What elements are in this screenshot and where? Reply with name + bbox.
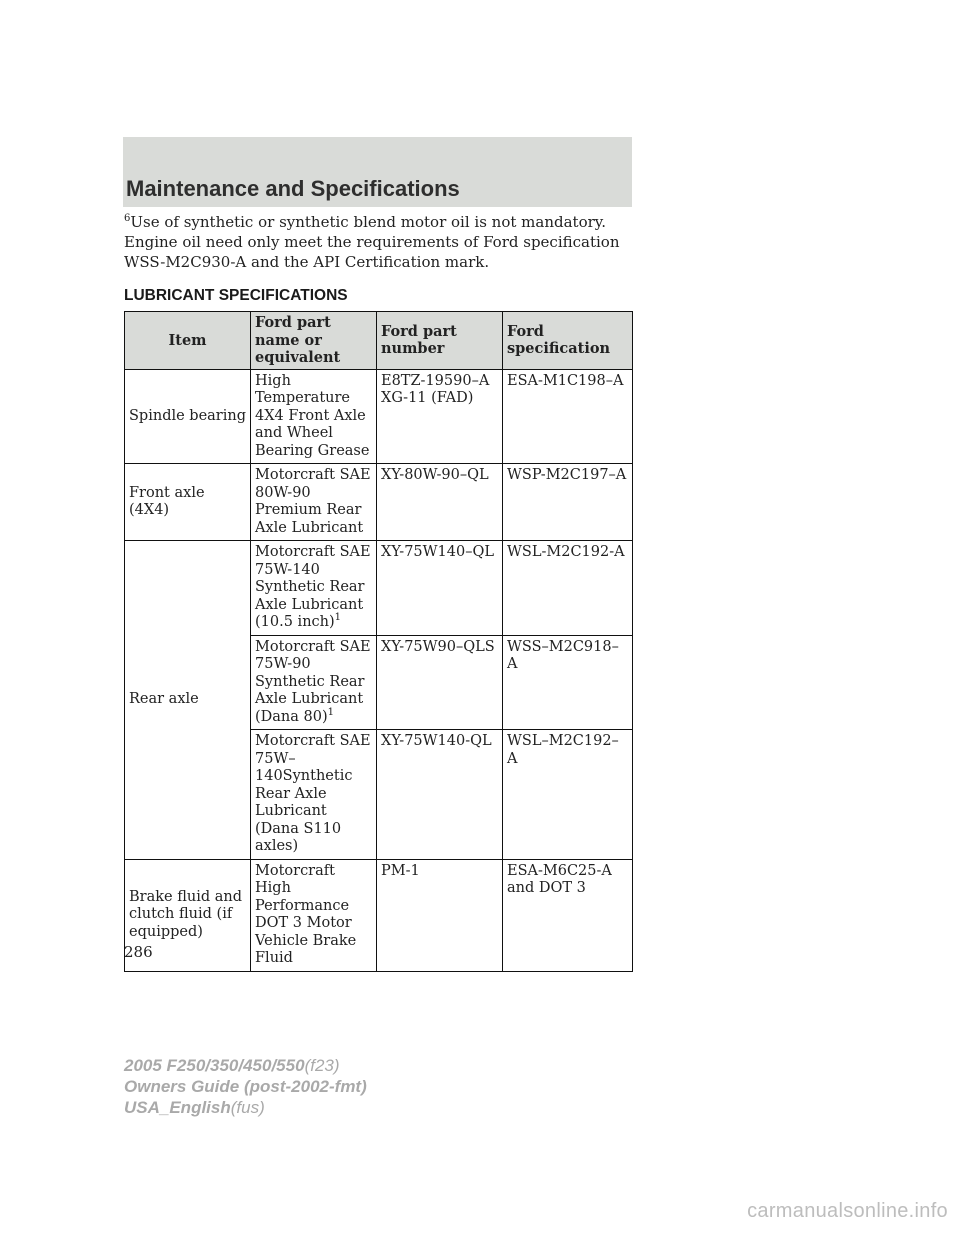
footnote-marker: 6	[124, 213, 131, 224]
page-number: 286	[124, 943, 153, 961]
cell-item: Brake fluid and clutch fluid (if equipped)	[125, 859, 251, 971]
cell-specification: WSL–M2C192–A	[503, 730, 633, 860]
footnote-ref: 1	[334, 612, 342, 624]
cell-part-name-text: Motorcraft SAE 75W-90 Synthetic Rear Axle Lubricant (Dana 80)	[255, 638, 371, 725]
cell-part-name: Motorcraft High Performance DOT 3 Motor Vehicle Brake Fluid	[251, 859, 377, 971]
section-heading: LUBRICANT SPECIFICATIONS	[124, 287, 348, 304]
cell-part-number: XY-75W90–QLS	[377, 635, 503, 730]
header-part-number: Ford part number	[377, 312, 503, 370]
cell-part-name-text: Motorcraft SAE 75W-140 Synthetic Rear Axle Lubricant (10.5 inch)	[255, 544, 371, 630]
cell-part-name: Motorcraft SAE 80W-90 Premium Rear Axle Lubricant	[251, 464, 377, 541]
cell-part-name	[251, 635, 377, 730]
cell-part-number: E8TZ-19590–A XG-11 (FAD)	[377, 369, 503, 464]
cell-part-number: XY-75W140–QL	[377, 541, 503, 636]
lubricant-spec-table	[124, 311, 633, 972]
cell-part-number: PM-1	[377, 859, 503, 971]
cell-part-name: High Temperature 4X4 Front Axle and Wheel Bearing Grease	[251, 369, 377, 464]
footnote-ref: 1	[327, 706, 335, 718]
footer-line-2	[124, 1076, 367, 1097]
cell-part-number: XY-75W140-QL	[377, 730, 503, 860]
table-row	[125, 464, 633, 541]
cell-item: Front axle (4X4)	[125, 464, 251, 541]
document-footer	[124, 1055, 367, 1118]
footer-model-code: (f23)	[304, 1056, 340, 1075]
page-title: Maintenance and Specifications	[126, 176, 460, 201]
footnote	[124, 212, 644, 272]
footer-guide: Owners Guide (post-2002-fmt)	[124, 1077, 367, 1096]
cell-specification: ESA-M1C198–A	[503, 369, 633, 464]
cell-item: Rear axle	[125, 541, 251, 860]
cell-specification: ESA-M6C25-A and DOT 3	[503, 859, 633, 971]
footer-language: USA_English	[124, 1098, 231, 1117]
footnote-text: Use of synthetic or synthetic blend motor oil is not mandatory. Engine oil need only meet the requirements of Ford specification WSS-M2C930-A and the API Certification mark.	[124, 213, 620, 271]
footer-model: 2005 F250/350/450/550	[124, 1056, 305, 1075]
watermark-text: carmanualsonline.info	[747, 1200, 948, 1222]
cell-part-name	[251, 541, 377, 636]
cell-specification: WSS–M2C918–A	[503, 635, 633, 730]
table-row	[125, 369, 633, 464]
cell-specification: WSP-M2C197–A	[503, 464, 633, 541]
cell-item: Spindle bearing	[125, 369, 251, 464]
footer-line-1	[124, 1055, 367, 1076]
cell-part-number: XY-80W-90–QL	[377, 464, 503, 541]
header-specification: Ford specification	[503, 312, 633, 370]
table-row	[125, 541, 633, 636]
cell-part-name: Motorcraft SAE 75W–140Synthetic Rear Axle Lubricant (Dana S110 axles)	[251, 730, 377, 860]
footer-language-code: (fus)	[230, 1098, 265, 1117]
header-item: Item	[125, 312, 251, 370]
footer-line-3	[124, 1097, 367, 1118]
cell-specification: WSL-M2C192-A	[503, 541, 633, 636]
header-part-name: Ford part name or equivalent	[251, 312, 377, 370]
table-header-row	[125, 312, 633, 370]
table-row	[125, 859, 633, 971]
